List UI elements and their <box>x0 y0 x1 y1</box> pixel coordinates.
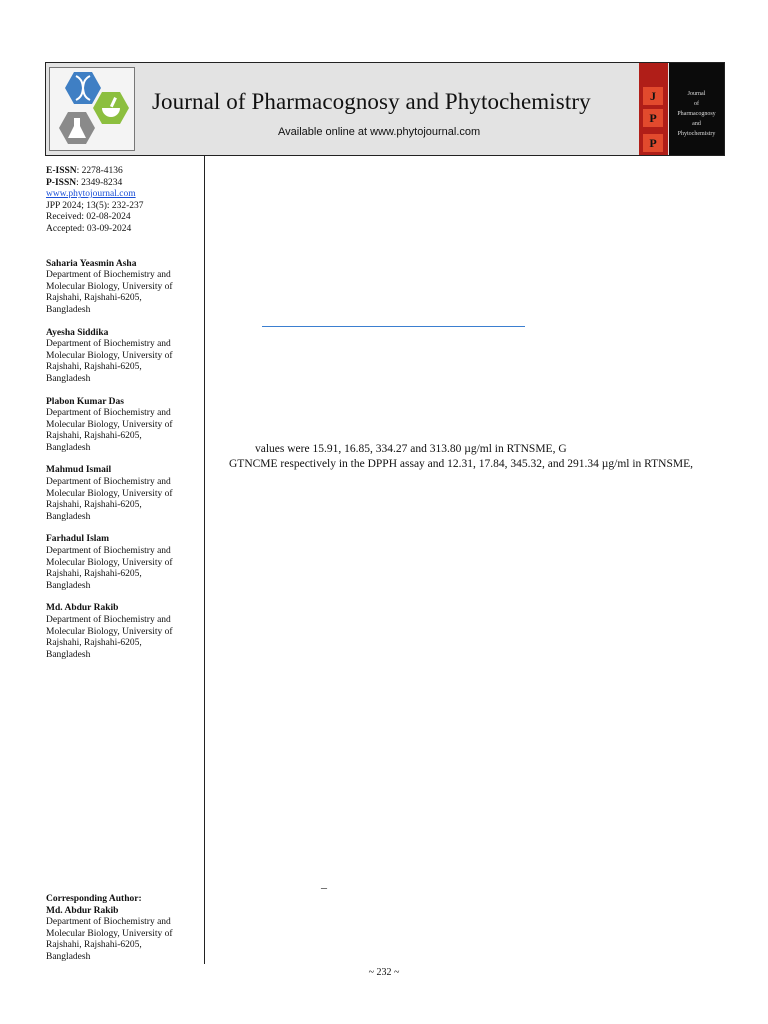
badge-letter-j: J <box>643 87 663 105</box>
author-affiliation: Bangladesh <box>46 580 91 591</box>
page-number: ~ 232 ~ <box>368 967 400 978</box>
badge-text-line: Phytochemistry <box>677 131 716 137</box>
author-affiliation: Department of Biochemistry and <box>46 270 171 281</box>
author-block <box>46 259 198 317</box>
author-block <box>46 465 198 523</box>
author-affiliation: Bangladesh <box>46 442 91 453</box>
dna-hexagon-icon <box>65 72 101 104</box>
author-affiliation: Bangladesh <box>46 304 91 315</box>
author-affiliation: Rajshahi, Rajshahi-6205, <box>46 362 142 373</box>
journal-logo <box>49 67 135 151</box>
author-affiliation: Department of Biochemistry and <box>46 339 171 350</box>
corresponding-name: Md. Abdur Rakib <box>46 905 119 916</box>
author-name: Saharia Yeasmin Asha <box>46 258 137 269</box>
author-affiliation: Molecular Biology, University of <box>46 419 173 430</box>
corresponding-label: Corresponding Author: <box>46 894 142 904</box>
received-date: Received: 02-08-2024 <box>46 212 131 223</box>
author-affiliation: Molecular Biology, University of <box>46 488 173 499</box>
citation: JPP 2024; 13(5): 232-237 <box>46 200 144 211</box>
author-affiliation: Department of Biochemistry and <box>46 546 171 557</box>
corresponding-affiliation: Molecular Biology, University of <box>46 928 173 939</box>
author-affiliation: Molecular Biology, University of <box>46 557 173 568</box>
hexagon-logo-icon <box>52 70 132 148</box>
journal-title: Journal of Pharmacognosy and Phytochemistry <box>152 89 591 114</box>
flask-hexagon-icon <box>59 112 95 144</box>
author-name: Md. Abdur Rakib <box>46 603 119 614</box>
abstract-text-line: GTNCME respectively in the DPPH assay and 12.31, 17.84, 345.32, and 291.34 µg/ml in RTNSME, <box>229 458 693 470</box>
corresponding-author <box>46 894 198 964</box>
column-divider <box>204 156 205 964</box>
website-link[interactable]: www.phytojournal.com <box>46 189 136 200</box>
mortar-hexagon-icon <box>93 92 129 124</box>
badge-letter-p1: P <box>643 109 663 127</box>
author-name: Farhadul Islam <box>46 534 110 545</box>
journal-header-banner <box>45 62 725 156</box>
author-name: Ayesha Siddika <box>46 327 109 338</box>
author-affiliation: Department of Biochemistry and <box>46 477 171 488</box>
article-sidebar <box>46 166 198 661</box>
author-affiliation: Bangladesh <box>46 649 91 660</box>
author-affiliation: Rajshahi, Rajshahi-6205, <box>46 638 142 649</box>
badge-text-line: Journal <box>687 91 706 97</box>
author-name: Plabon Kumar Das <box>46 396 124 407</box>
corresponding-affiliation: Rajshahi, Rajshahi-6205, <box>46 940 142 951</box>
availability-text: Available online at www.phytojournal.com <box>278 126 481 138</box>
author-affiliation: Molecular Biology, University of <box>46 626 173 637</box>
pissn-line: P-ISSN: 2349-8234 <box>46 177 123 188</box>
eissn-line: E-ISSN: 2278-4136 <box>46 166 123 176</box>
badge-letter-p2: P <box>643 134 663 152</box>
author-affiliation: Department of Biochemistry and <box>46 615 171 625</box>
author-block <box>46 603 198 661</box>
title-underline-rule <box>262 326 525 327</box>
author-affiliation: Rajshahi, Rajshahi-6205, <box>46 500 142 511</box>
badge-text-line: of <box>694 101 699 107</box>
author-affiliation: Bangladesh <box>46 511 91 522</box>
author-block <box>46 328 198 386</box>
jpp-badge <box>639 63 668 155</box>
journal-name-badge <box>669 63 724 155</box>
abstract-text-line: values were 15.91, 16.85, 334.27 and 313.80 µg/ml in RTNSME, G <box>255 443 567 455</box>
author-block <box>46 534 198 592</box>
author-affiliation: Bangladesh <box>46 373 91 384</box>
corresponding-affiliation: Department of Biochemistry and <box>46 917 171 928</box>
author-affiliation: Rajshahi, Rajshahi-6205, <box>46 431 142 442</box>
corresponding-affiliation: Bangladesh <box>46 951 91 962</box>
author-affiliation: Molecular Biology, University of <box>46 281 173 292</box>
author-name: Mahmud Ismail <box>46 465 112 476</box>
author-affiliation: Molecular Biology, University of <box>46 350 173 361</box>
author-affiliation: Rajshahi, Rajshahi-6205, <box>46 569 142 580</box>
accepted-date: Accepted: 03-09-2024 <box>46 223 132 234</box>
author-block <box>46 397 198 455</box>
author-affiliation: Rajshahi, Rajshahi-6205, <box>46 293 142 304</box>
author-affiliation: Department of Biochemistry and <box>46 408 171 419</box>
badge-text-line: Pharmacognosy <box>677 111 716 117</box>
badge-text-line: and <box>692 121 701 127</box>
dash-mark: – <box>321 880 327 894</box>
